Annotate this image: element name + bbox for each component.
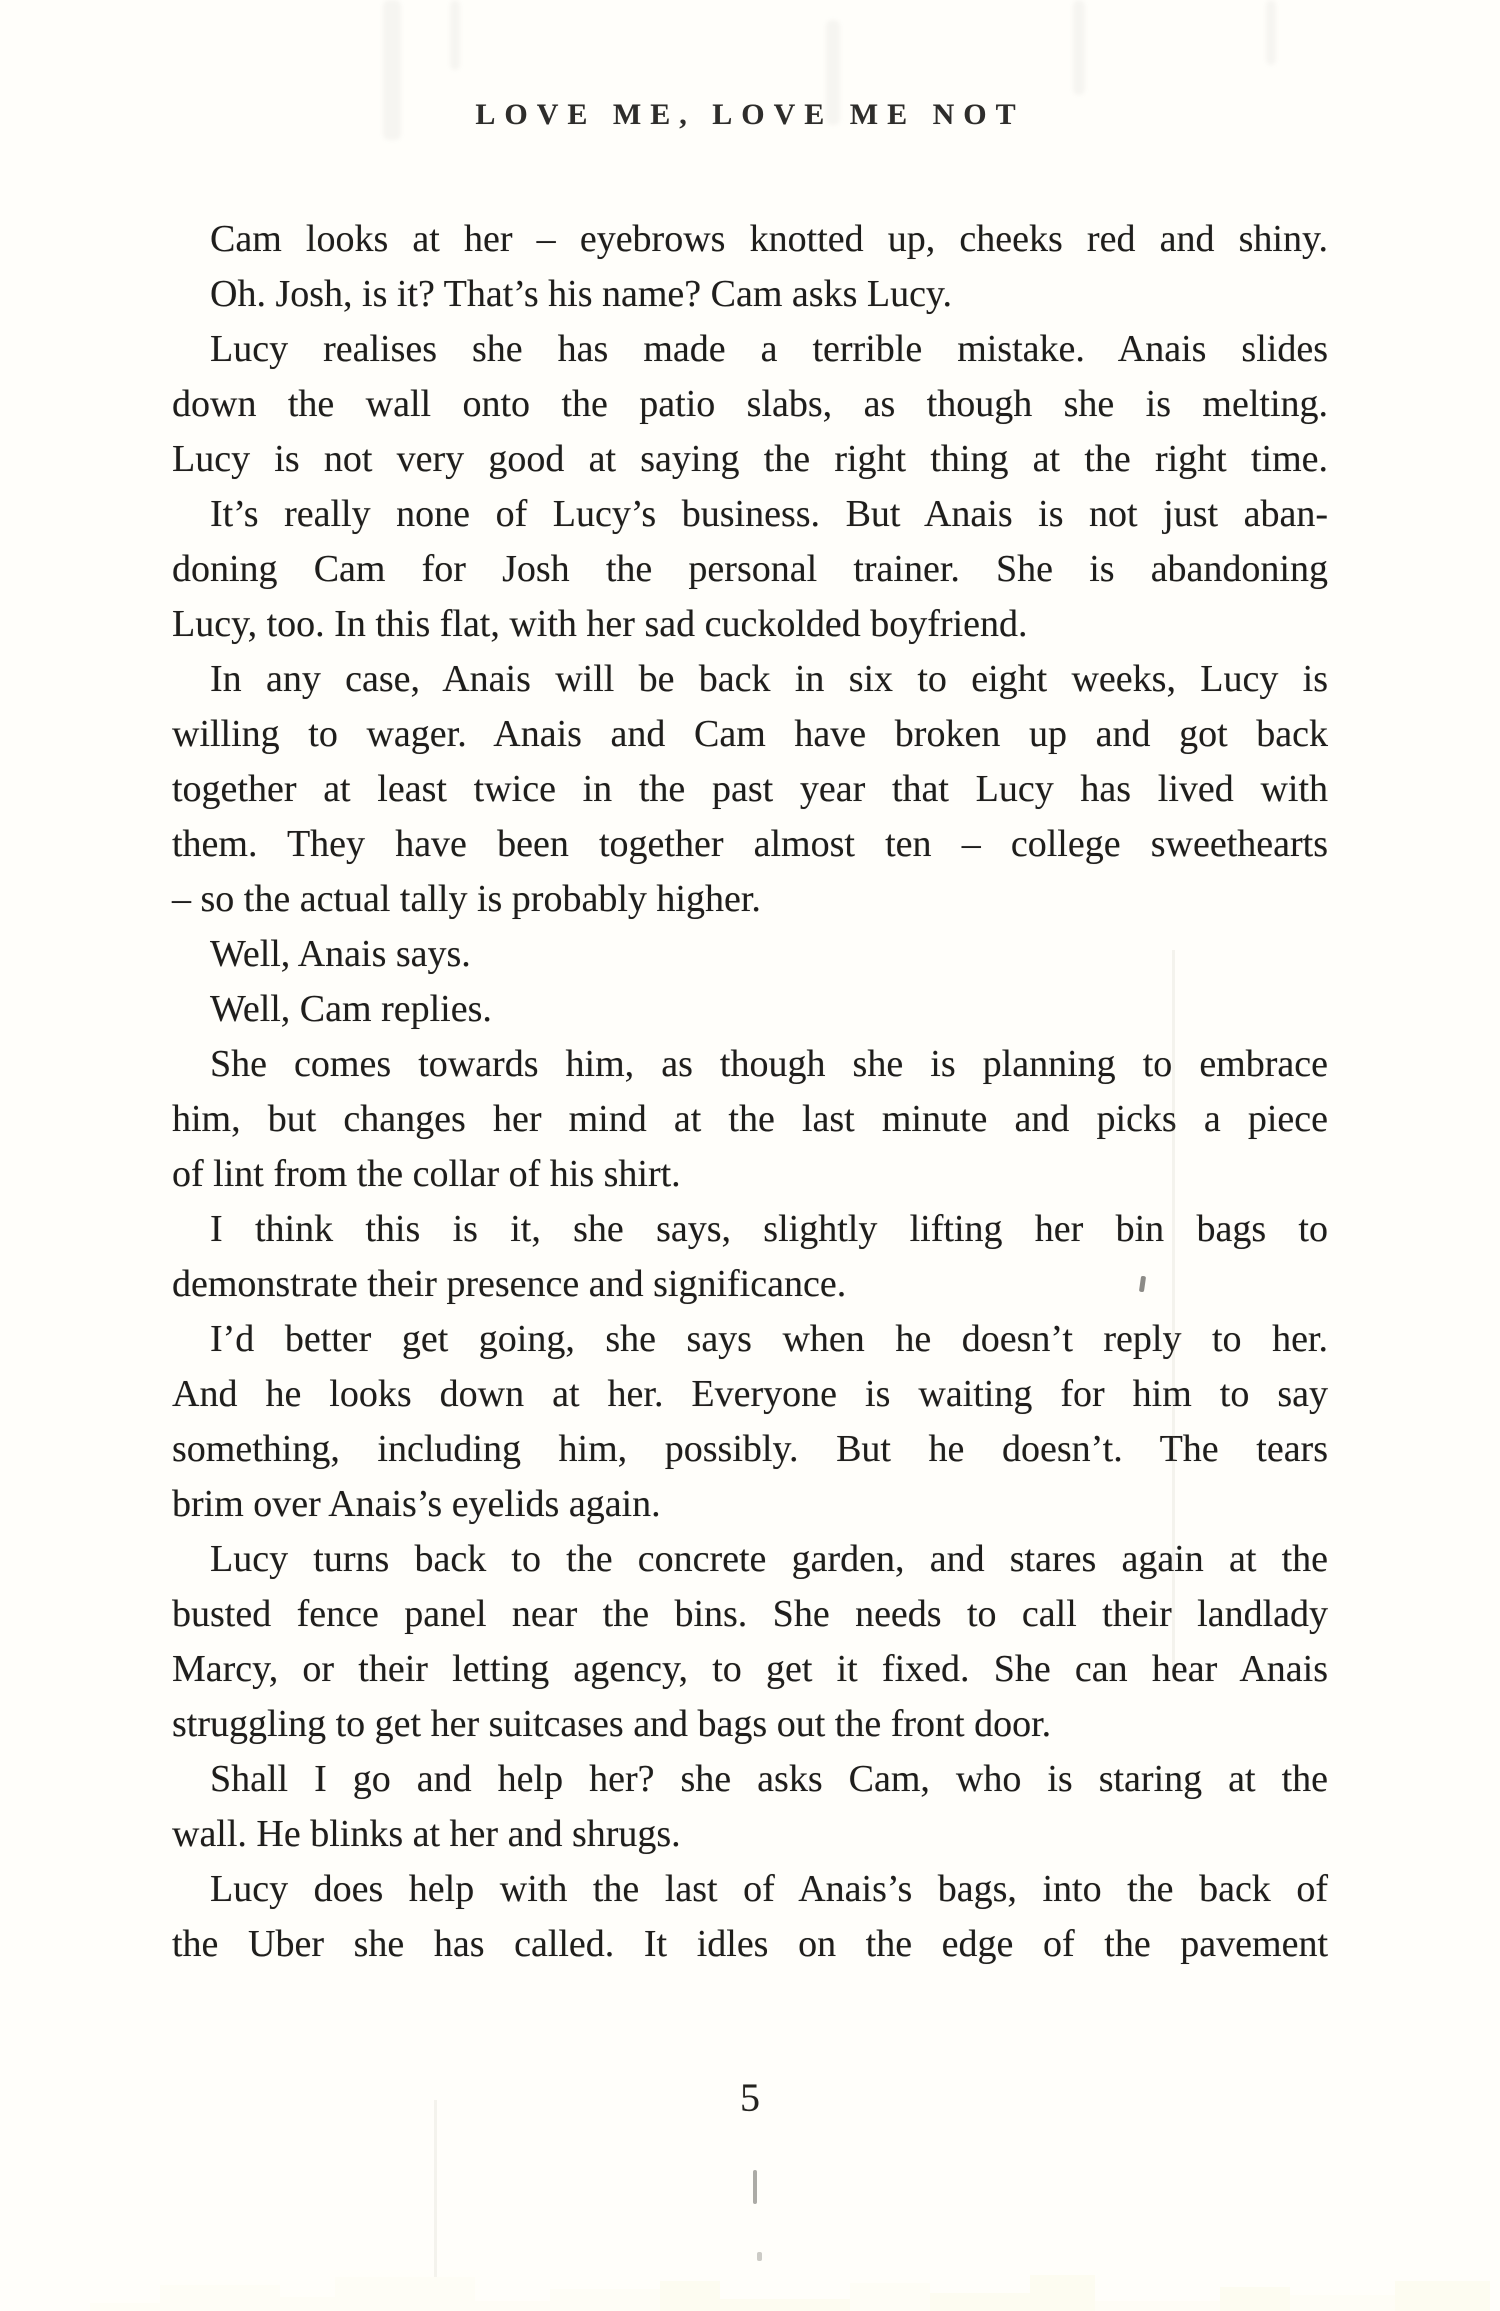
bottom-edge-segment bbox=[1395, 2281, 1490, 2311]
text-line: Marcy, or their letting agency, to get it fixed. She can hear Anais bbox=[172, 1648, 1328, 1690]
bottom-edge-segment bbox=[720, 2299, 850, 2311]
text-line: struggling to get her suitcases and bags out the front door. bbox=[172, 1703, 1052, 1745]
stray-mark bbox=[757, 2252, 762, 2261]
text-line: Lucy is not very good at saying the right thing at the right time. bbox=[172, 438, 1328, 480]
text-line: Lucy does help with the last of Anais’s bags, into the back of bbox=[210, 1868, 1328, 1910]
bottom-edge-segment bbox=[335, 2277, 475, 2311]
scan-smudge bbox=[450, 0, 460, 70]
stray-mark bbox=[753, 2170, 757, 2204]
text-line: I think this is it, she says, slightly lifting her bin bags to bbox=[210, 1208, 1328, 1250]
text-line: them. They have been together almost ten – college sweethearts bbox=[172, 823, 1328, 865]
text-line: Cam looks at her – eyebrows knotted up, cheeks red and shiny. bbox=[210, 218, 1328, 260]
text-line: the Uber she has called. It idles on the edge of the pavement bbox=[172, 1923, 1328, 1965]
text-line: In any case, Anais will be back in six to eight weeks, Lucy is bbox=[210, 658, 1328, 700]
text-line: brim over Anais’s eyelids again. bbox=[172, 1483, 661, 1525]
text-line: I’d better get going, she says when he doesn’t reply to her. bbox=[210, 1318, 1328, 1360]
text-line: down the wall onto the patio slabs, as though she is melting. bbox=[172, 383, 1328, 425]
bottom-edge-segment bbox=[660, 2281, 720, 2311]
running-header: LOVE ME, LOVE ME NOT bbox=[475, 98, 1025, 131]
bottom-edge-segment bbox=[475, 2301, 550, 2311]
bottom-edge-segment bbox=[280, 2297, 335, 2311]
bottom-scan-edge bbox=[0, 2271, 1500, 2311]
text-line: Well, Anais says. bbox=[210, 933, 471, 975]
text-line: Lucy turns back to the concrete garden, and stares again at the bbox=[210, 1538, 1328, 1580]
scan-smudge bbox=[1073, 0, 1085, 95]
text-line: busted fence panel near the bins. She needs to call their landlady bbox=[172, 1593, 1328, 1635]
text-line: together at least twice in the past year that Lucy has lived with bbox=[172, 768, 1328, 810]
text-line: of lint from the collar of his shirt. bbox=[172, 1153, 681, 1195]
page-number: 5 bbox=[740, 2075, 760, 2120]
scan-smudge bbox=[383, 0, 401, 140]
text-line: Well, Cam replies. bbox=[210, 988, 492, 1030]
scan-smudge bbox=[1266, 0, 1276, 65]
bottom-edge-segment bbox=[90, 2303, 160, 2311]
text-line: Lucy, too. In this flat, with her sad cuckolded boyfriend. bbox=[172, 603, 1028, 645]
text-line: She comes towards him, as though she is planning to embrace bbox=[210, 1043, 1328, 1085]
scan-crease bbox=[1172, 950, 1175, 1670]
text-line: Oh. Josh, is it? That’s his name? Cam asks Lucy. bbox=[210, 273, 952, 315]
text-line: demonstrate their presence and significance. bbox=[172, 1263, 847, 1305]
bottom-edge-segment bbox=[850, 2283, 930, 2311]
text-line: something, including him, possibly. But he doesn’t. The tears bbox=[172, 1428, 1328, 1470]
text-line: willing to wager. Anais and Cam have broken up and got back bbox=[172, 713, 1328, 755]
bottom-edge-segment bbox=[550, 2289, 660, 2311]
text-line: wall. He blinks at her and shrugs. bbox=[172, 1813, 681, 1855]
text-line: And he looks down at her. Everyone is waiting for him to say bbox=[172, 1373, 1328, 1415]
text-line: – so the actual tally is probably higher. bbox=[172, 878, 761, 920]
bottom-edge-segment bbox=[1220, 2287, 1290, 2311]
text-line: him, but changes her mind at the last minute and picks a piece bbox=[172, 1098, 1328, 1140]
bottom-edge-segment bbox=[160, 2285, 280, 2311]
bottom-edge-segment bbox=[1030, 2275, 1095, 2311]
bottom-edge-segment bbox=[1290, 2295, 1395, 2311]
bottom-edge-segment bbox=[1095, 2301, 1220, 2311]
text-line: doning Cam for Josh the personal trainer. She is abandoning bbox=[172, 548, 1328, 590]
scan-smudge bbox=[826, 20, 840, 125]
bottom-edge-segment bbox=[930, 2293, 1030, 2311]
text-line: It’s really none of Lucy’s business. But Anais is not just aban- bbox=[210, 493, 1328, 535]
body-text bbox=[172, 212, 1328, 1972]
text-line: Lucy realises she has made a terrible mistake. Anais slides bbox=[210, 328, 1328, 370]
text-line: Shall I go and help her? she asks Cam, who is staring at the bbox=[210, 1758, 1328, 1800]
